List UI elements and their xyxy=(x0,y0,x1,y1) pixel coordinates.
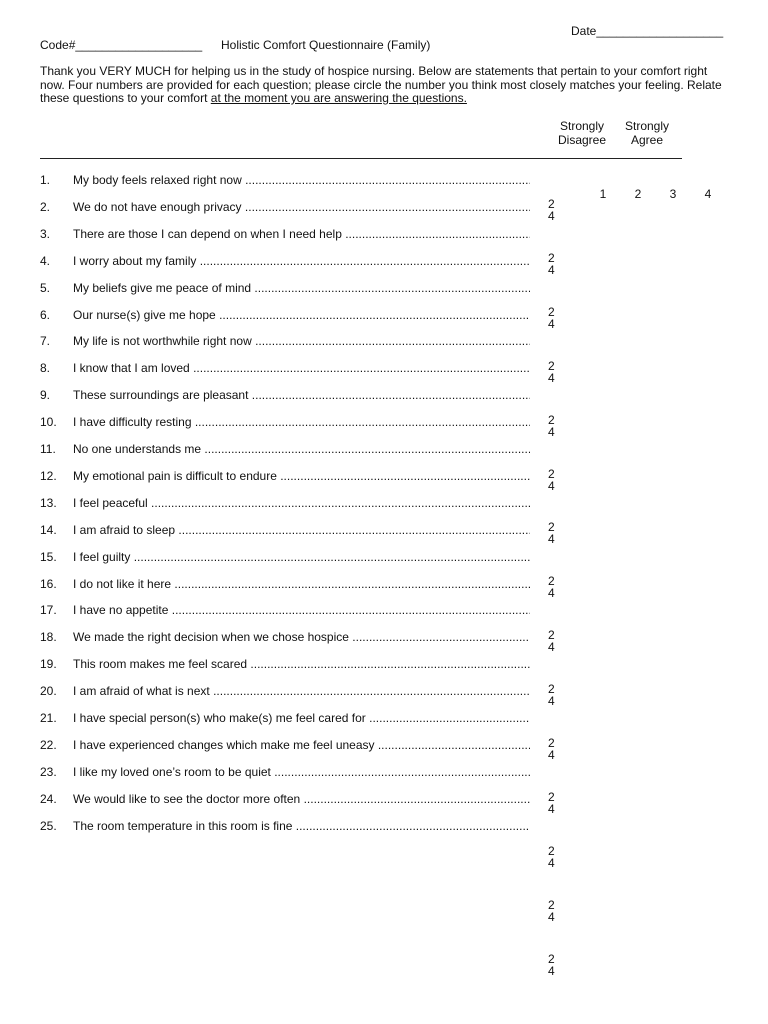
question-number: 12. xyxy=(40,469,57,483)
stack-number-bottom[interactable]: 4 xyxy=(548,371,555,385)
stack-number-bottom[interactable]: 4 xyxy=(548,694,555,708)
question-number: 25. xyxy=(40,819,57,833)
question-text: Our nurse(s) give me hope ..... xyxy=(73,308,530,322)
question-text: My beliefs give me peace of mind ..... xyxy=(73,281,530,295)
question-text: No one understands me ..... xyxy=(73,442,530,456)
question-text: My emotional pain is difficult to endure ..... xyxy=(73,469,530,483)
stack-number-top[interactable]: 2 xyxy=(548,467,555,481)
question-number: 22. xyxy=(40,738,57,752)
question-text: We do not have enough privacy ..... xyxy=(73,200,530,214)
number-stack xyxy=(548,899,555,923)
question-number: 15. xyxy=(40,550,57,564)
number-stack xyxy=(548,306,555,330)
question-text: We made the right decision when we chose hospice ..... xyxy=(73,630,530,644)
stack-number-bottom[interactable]: 4 xyxy=(548,586,555,600)
scale-high-label: Strongly Agree xyxy=(625,119,670,147)
question-number: 1. xyxy=(40,173,51,187)
question-number: 20. xyxy=(40,684,57,698)
stack-number-top[interactable]: 2 xyxy=(548,952,555,966)
intro-underlined-text: at the moment you are answering the questions. xyxy=(210,91,467,105)
stack-number-bottom[interactable]: 4 xyxy=(548,802,555,816)
scale-number-2[interactable]: 2 xyxy=(634,187,642,201)
question-number: 2. xyxy=(40,200,51,214)
question-text: I am afraid to sleep ..... xyxy=(73,523,530,537)
number-stack xyxy=(548,252,555,276)
question-text: The room temperature in this room is fine ..... xyxy=(73,819,530,833)
question-number: 4. xyxy=(40,254,51,268)
question-number: 5. xyxy=(40,281,51,295)
stack-number-top[interactable]: 2 xyxy=(548,736,555,750)
question-text: I have special person(s) who make(s) me feel cared for ..... xyxy=(73,711,530,725)
stack-number-top[interactable]: 2 xyxy=(548,790,555,804)
question-text: My body feels relaxed right now ..... xyxy=(73,173,530,187)
stack-number-top[interactable]: 2 xyxy=(548,305,555,319)
date-field-label[interactable]: Date___________________ xyxy=(571,24,724,38)
number-stack xyxy=(548,575,555,599)
question-text: I feel guilty ..... xyxy=(73,550,530,564)
number-stack xyxy=(548,198,555,222)
question-number: 14. xyxy=(40,523,57,537)
question-number: 10. xyxy=(40,415,57,429)
stack-number-top[interactable]: 2 xyxy=(548,413,555,427)
number-stack xyxy=(548,629,555,653)
question-number: 21. xyxy=(40,711,57,725)
scale-number-1[interactable]: 1 xyxy=(599,187,607,201)
question-text: These surroundings are pleasant ..... xyxy=(73,388,530,402)
stack-number-bottom[interactable]: 4 xyxy=(548,532,555,546)
stack-number-bottom[interactable]: 4 xyxy=(548,263,555,277)
stack-number-bottom[interactable]: 4 xyxy=(548,479,555,493)
question-number: 6. xyxy=(40,308,51,322)
question-text: There are those I can depend on when I need help ..... xyxy=(73,227,530,241)
question-number: 17. xyxy=(40,603,57,617)
question-number: 24. xyxy=(40,792,57,806)
stack-number-bottom[interactable]: 4 xyxy=(548,425,555,439)
scale-number-3[interactable]: 3 xyxy=(669,187,677,201)
header-divider xyxy=(40,158,682,159)
question-text: I have experienced changes which make me feel uneasy ..... xyxy=(73,738,530,752)
question-text: We would like to see the doctor more often ..... xyxy=(73,792,530,806)
question-number: 19. xyxy=(40,657,57,671)
question-number: 16. xyxy=(40,577,57,591)
stack-number-bottom[interactable]: 4 xyxy=(548,317,555,331)
number-stack xyxy=(548,845,555,869)
question-number: 11. xyxy=(40,442,56,456)
intro-text: Thank you VERY MUCH for helping us in the study of hospice nursing. Below are statements that pertain to your comfort right now. Four numbers are provided for each question; please circle the number you think most closely matches your feeling. Relate these questions to your comfort xyxy=(40,64,722,105)
question-text: I worry about my family ..... xyxy=(73,254,530,268)
question-text: I have difficulty resting ..... xyxy=(73,415,530,429)
stack-number-top[interactable]: 2 xyxy=(548,628,555,642)
number-stack xyxy=(548,683,555,707)
stack-number-top[interactable]: 2 xyxy=(548,197,555,211)
stack-number-bottom[interactable]: 4 xyxy=(548,640,555,654)
scale-low-label: Strongly Disagree xyxy=(558,119,607,147)
question-number: 3. xyxy=(40,227,51,241)
stack-number-bottom[interactable]: 4 xyxy=(548,209,555,223)
question-number: 7. xyxy=(40,334,51,348)
question-text: I am afraid of what is next ..... xyxy=(73,684,530,698)
question-text: My life is not worthwhile right now ..... xyxy=(73,334,530,348)
code-field-label[interactable]: Code#___________________ xyxy=(40,38,203,52)
question-number: 9. xyxy=(40,388,51,402)
stack-number-bottom[interactable]: 4 xyxy=(548,910,555,924)
intro-paragraph xyxy=(40,65,730,106)
scale-numbers-row xyxy=(593,173,740,201)
stack-number-top[interactable]: 2 xyxy=(548,844,555,858)
number-stack xyxy=(548,360,555,384)
number-stack xyxy=(548,414,555,438)
question-text: I like my loved one’s room to be quiet ..... xyxy=(73,765,530,779)
page-title: Holistic Comfort Questionnaire (Family) xyxy=(221,38,431,52)
stack-number-bottom[interactable]: 4 xyxy=(548,856,555,870)
stack-number-top[interactable]: 2 xyxy=(548,574,555,588)
question-number: 8. xyxy=(40,361,51,375)
question-number: 23. xyxy=(40,765,57,779)
stack-number-top[interactable]: 2 xyxy=(548,359,555,373)
question-text: I feel peaceful ..... xyxy=(73,496,530,510)
stack-number-bottom[interactable]: 4 xyxy=(548,748,555,762)
stack-number-top[interactable]: 2 xyxy=(548,898,555,912)
question-text: I know that I am loved ..... xyxy=(73,361,530,375)
number-stack xyxy=(548,468,555,492)
question-text: I do not like it here ..... xyxy=(73,577,530,591)
number-stack xyxy=(548,953,555,977)
stack-number-bottom[interactable]: 4 xyxy=(548,964,555,978)
stack-number-top[interactable]: 2 xyxy=(548,682,555,696)
question-number: 18. xyxy=(40,630,57,644)
stack-number-top[interactable]: 2 xyxy=(548,251,555,265)
stack-number-top[interactable]: 2 xyxy=(548,520,555,534)
number-stack xyxy=(548,521,555,545)
question-text: I have no appetite ..... xyxy=(73,603,530,617)
number-stack xyxy=(548,791,555,815)
number-stack xyxy=(548,737,555,761)
question-number: 13. xyxy=(40,496,57,510)
question-text: This room makes me feel scared ..... xyxy=(73,657,530,671)
scale-number-4[interactable]: 4 xyxy=(704,187,712,201)
